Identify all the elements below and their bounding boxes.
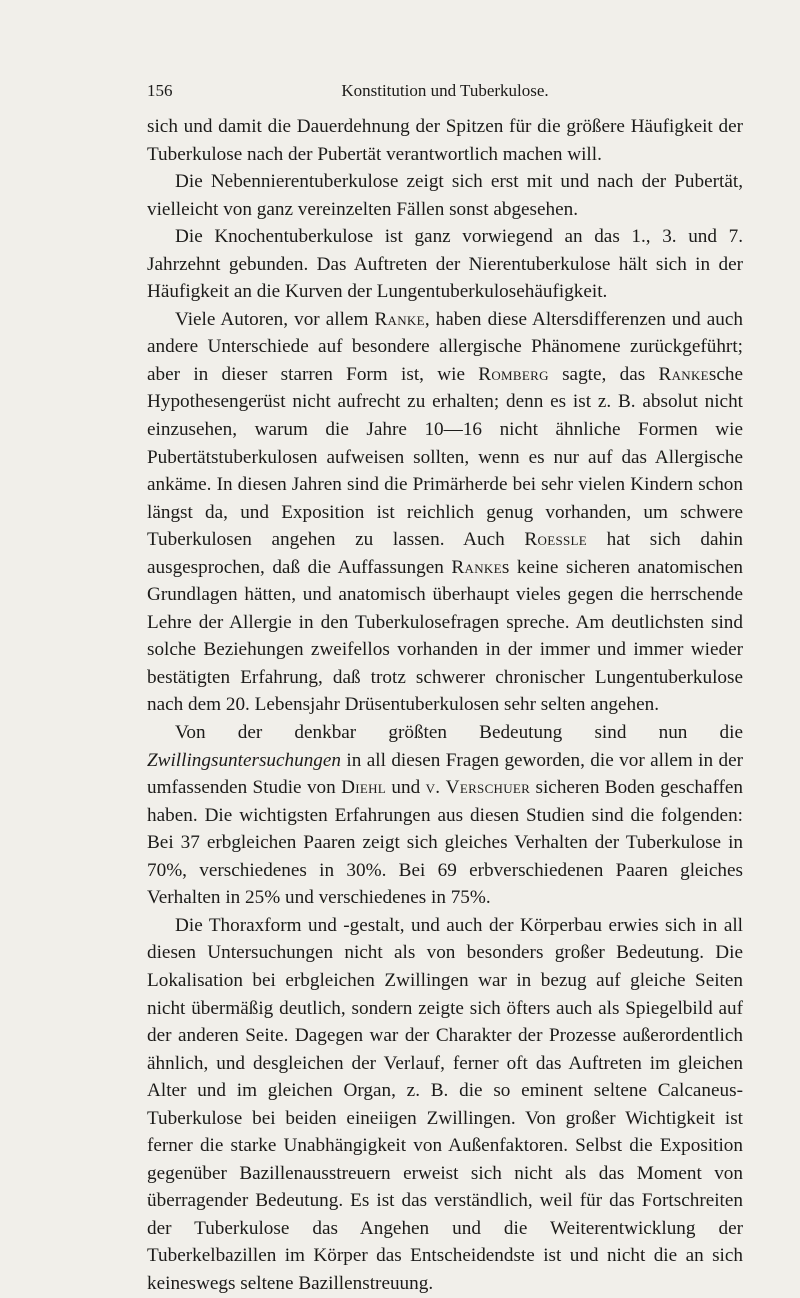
author-name: Ranke xyxy=(451,556,502,578)
author-name: Romberg xyxy=(478,363,549,385)
text-segment: sagte, das xyxy=(548,363,659,385)
paragraph xyxy=(147,306,743,719)
text-segment: Die Thoraxform und -gestalt, und auch der Körperbau erwies sich in all diesen Untersuchungen nicht als von besonders großer Bedeutung. Die Lokalisation bei erbgleichen Zwillingen war in bezug auf gleiche Seiten nicht übermäßig deutlich, sondern zeigte sich öfters auch als Spiegelbild auf der anderen Seite. Dagegen war der Charakter der Prozesse außerordentlich ähnlich, und desgleichen der Verlauf, ferner oft das Auftreten im gleichen Alter und im gleichen Organ, z. B. die so eminent seltene Calcaneus-Tuberkulose bei beiden eineiigen Zwillingen. Von großer Wichtigkeit ist ferner die starke Unabhängigkeit von Außenfaktoren. Selbst die Exposition gegenüber Bazillenausstreuern erweist sich nicht als das Moment von überragender Bedeutung. Es ist das verständlich, weil für das Fortschreiten der Tuberkulose das Angehen und die Weiterentwicklung der Tuberkelbazillen im Körper das Entscheidendste ist und nicht die an sich keineswegs seltene Bazillenstreuung. xyxy=(147,914,743,1294)
text-segment: hat sich dahin ausgesprochen, daß die Auffassungen xyxy=(147,529,743,578)
text-segment: Die Knochentuberkulose ist ganz vorwiegend an das 1., 3. und 7. Jahrzehnt gebunden. Das Auftreten der Nierentuberkulose hält sich in der Häufigkeit an die Kurven der Lungentuberkulosehäufigkeit. xyxy=(147,226,743,303)
paragraph xyxy=(147,912,743,1298)
paragraph xyxy=(147,168,743,223)
text-segment: in all diesen Fragen geworden, die vor allem in der umfassenden Studie von xyxy=(147,749,743,799)
text-segment: , haben diese Altersdifferenzen und auch andere Unterschiede auf besondere allergische Phänomene zurückgeführt; aber in dieser starren Form ist, wie xyxy=(147,308,743,385)
author-name: Ranke xyxy=(374,308,425,330)
text-segment: Viele Autoren, vor allem xyxy=(175,308,375,330)
running-title: Konstitution und Tuberkulose. xyxy=(341,81,549,100)
text-segment: s keine sicheren anatomischen Grundlagen hätten, und anatomisch überhaupt vieles gegen die herrschende Lehre der Allergie in den Tuberkulosefragen spreche. Am deutlichsten sind solche Beziehungen zweifellos vorhanden in der immer und immer wieder bestätigten Erfahrung, daß trotz schwerer chronischer Lungentuberkulose nach dem 20. Lebensjahr Drüsentuberkulosen sehr selten angehen. xyxy=(147,556,744,716)
emphasis-text: Zwillingsuntersuchungen xyxy=(147,749,342,771)
paragraph xyxy=(147,113,743,168)
text-segment: Die Nebennierentuberkulose zeigt sich erst mit und nach der Pubertät, vielleicht von ganz vereinzelten Fällen sonst abgesehen. xyxy=(147,171,743,220)
page-number: 156 xyxy=(147,81,173,100)
author-name: Ranke xyxy=(658,363,709,385)
text-segment: Von der denkbar größten Bedeutung sind nun die xyxy=(175,722,743,744)
text-segment: sich und damit die Dauerdehnung der Spitzen für die größere Häufigkeit der Tuberkulose nach der Pubertät verantwortlich machen will. xyxy=(147,116,743,165)
body-text xyxy=(147,113,743,1298)
text-segment: und xyxy=(386,777,426,799)
author-name: v. Verschuer xyxy=(425,777,531,799)
author-name: Diehl xyxy=(341,777,387,799)
text-segment: sicheren Boden geschaffen haben. Die wichtigsten Erfahrungen aus diesen Studien sind die folgenden: Bei 37 erbgleichen Paaren zeigt sich gleiches Verhalten der Tuberkulose in 70%, verschiedenes in 30%. Bei 69 erbverschiedenen Paaren gleiches Verhalten in 25% und verschiedenes in 75%. xyxy=(147,777,743,909)
text-segment: sche Hypothesengerüst nicht aufrecht zu erhalten; denn es ist z. B. absolut nicht einzusehen, warum die Jahre 10—16 nicht ähnliche Formen wie Pubertätstuberkulosen aufweisen sollten, wenn es nur auf das Allergische ankäme. In diesen Jahren sind die Primärherde bei sehr vielen Kindern schon längst da, und Exposition ist reichlich genug vorhanden, um schwere Tuberkulosen angehen zu lassen. Auch xyxy=(147,363,743,551)
paragraph xyxy=(147,223,743,306)
paragraph xyxy=(147,719,743,912)
author-name: Roessle xyxy=(524,529,587,551)
page-header xyxy=(147,78,743,104)
